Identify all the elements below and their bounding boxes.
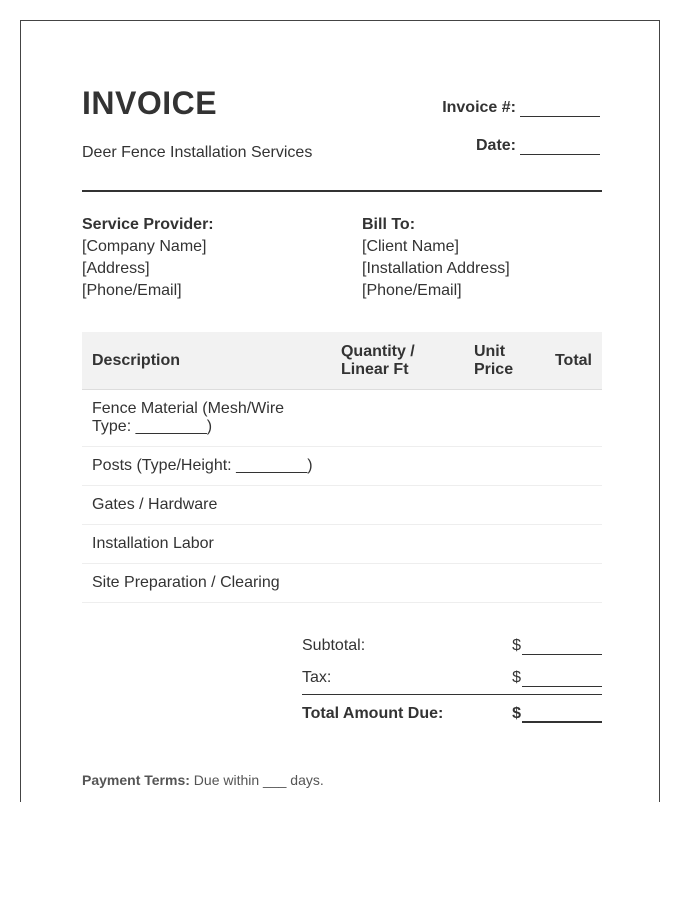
tax-amount <box>512 669 602 687</box>
currency-symbol: $ <box>512 669 521 686</box>
invoice-page <box>20 20 660 802</box>
row-total <box>545 525 602 564</box>
invoice-date-field <box>476 137 600 155</box>
table-row <box>82 564 602 603</box>
invoice-date-label: Date: <box>475 137 516 154</box>
provider-company-name: [Company Name] <box>82 238 207 255</box>
row-description: Gates / Hardware <box>82 486 331 525</box>
total-due-amount <box>512 705 602 723</box>
currency-symbol: $ <box>512 705 521 722</box>
invoice-date-blank <box>520 140 600 155</box>
subtotal-blank <box>522 640 602 655</box>
invoice-number-label: Invoice #: <box>442 99 516 116</box>
table-row <box>82 447 602 486</box>
invoice-number-blank <box>520 102 600 117</box>
bill-to-heading: Bill To: <box>362 216 416 233</box>
provider-contact: [Phone/Email] <box>82 282 182 299</box>
tax-blank <box>522 672 602 687</box>
column-header-quantity: Quantity / Linear Ft <box>331 332 464 390</box>
table-row <box>82 390 602 447</box>
subtotal-label: Subtotal: <box>302 637 366 654</box>
installation-address: [Installation Address] <box>362 260 510 277</box>
row-description: Site Preparation / Clearing <box>82 564 331 603</box>
row-description: Fence Material (Mesh/Wire Type: ________) <box>82 390 331 447</box>
table-header-row <box>82 332 602 390</box>
column-header-description: Description <box>82 332 331 390</box>
row-total <box>545 486 602 525</box>
table-row <box>82 525 602 564</box>
payment-terms-text: Due within ___ days. <box>189 772 324 788</box>
payment-terms-label: Payment Terms: <box>82 772 190 788</box>
subtotal-amount <box>512 637 602 655</box>
row-unit-price <box>464 525 545 564</box>
row-unit-price <box>464 564 545 603</box>
row-quantity <box>331 390 464 447</box>
bill-to-block <box>362 214 510 302</box>
column-header-unit-price: Unit Price <box>464 332 545 390</box>
total-due-label: Total Amount Due: <box>302 705 444 722</box>
subtotal-row <box>302 623 602 655</box>
service-provider-heading: Service Provider: <box>82 216 214 233</box>
row-quantity <box>331 486 464 525</box>
row-total <box>545 564 602 603</box>
invoice-title: INVOICE <box>82 85 218 121</box>
table-row <box>82 486 602 525</box>
row-quantity <box>331 447 464 486</box>
totals-block <box>302 623 602 723</box>
row-description: Posts (Type/Height: ________) <box>82 447 331 486</box>
invoice-subtitle: Deer Fence Installation Services <box>82 144 313 161</box>
row-quantity <box>331 564 464 603</box>
invoice-number-field <box>442 99 600 117</box>
total-due-row <box>302 695 602 723</box>
client-contact: [Phone/Email] <box>362 282 462 299</box>
service-provider-block <box>82 214 214 302</box>
tax-label: Tax: <box>302 669 332 686</box>
row-description: Installation Labor <box>82 525 331 564</box>
currency-symbol: $ <box>512 637 521 654</box>
row-total <box>545 390 602 447</box>
tax-row <box>302 655 602 687</box>
row-unit-price <box>464 486 545 525</box>
row-unit-price <box>464 390 545 447</box>
total-due-blank <box>522 707 602 723</box>
line-items-table <box>82 332 602 603</box>
client-name: [Client Name] <box>362 238 459 255</box>
header-divider <box>82 190 602 192</box>
row-total <box>545 447 602 486</box>
column-header-total: Total <box>545 332 602 390</box>
row-unit-price <box>464 447 545 486</box>
provider-address: [Address] <box>82 260 150 277</box>
row-quantity <box>331 525 464 564</box>
payment-terms <box>82 772 324 788</box>
